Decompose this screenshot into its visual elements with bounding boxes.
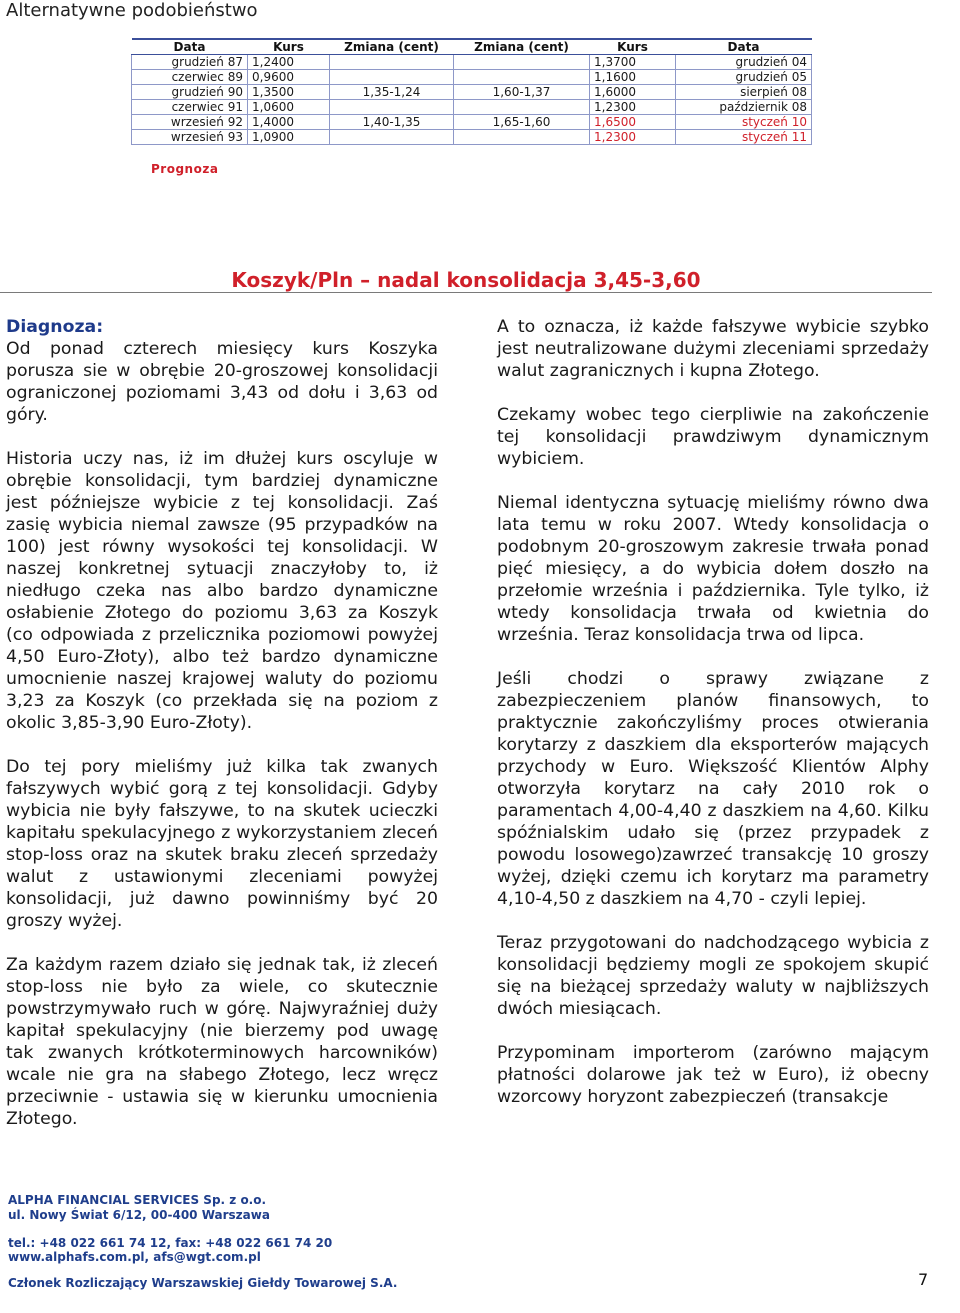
cell-rate-right-forecast: 1,6500 (590, 115, 676, 130)
paragraph (6, 316, 438, 426)
forecast-label: Prognoza (151, 162, 219, 176)
cell-rate-left: 0,9600 (248, 70, 330, 85)
cell-change-right: 1,65-1,60 (454, 115, 590, 130)
paragraph-text: Od ponad czterech miesięcy kurs Koszyka porusza sie w obrębie 20-groszowej konsolidacji ograniczonej poziomami 3,43 od dołu i 3,63 od góry. (6, 339, 438, 425)
cell-rate-left: 1,4000 (248, 115, 330, 130)
paragraph: Przypominam importerom (zarówno mającym płatności dolarowe jak też w Euro), iż obecny wzorcowy horyzont zabezpieczeń (transakcje (497, 1043, 929, 1107)
cell-rate-right: 1,1600 (590, 70, 676, 85)
cell-change-left: 1,35-1,24 (330, 85, 454, 100)
cell-rate-left: 1,2400 (248, 55, 330, 70)
cell-change-right (454, 100, 590, 115)
cell-date-right: październik 08 (676, 100, 812, 115)
cell-change-left (330, 55, 454, 70)
paragraph: Za każdym razem działo się jednak tak, iż zleceń stop-loss nie było za wiele, co skutecznie powstrzymywało ruch w górę. Najwyraźniej duży kapitał spekulacyjny (nie bierzemy pod uwagę tak zwanych krótkoterminowych harcowników) wcale nie gra na słabego Złotego, lecz wręcz przeciwnie - ustawia się w kierunku umocnienia Złotego. (6, 955, 438, 1129)
paragraph: Do tej pory mieliśmy już kilka tak zwanych fałszywych wybić gorą z tej konsolidacji. Gdyby wybicia nie były fałszywe, to na skutek ucieczki kapitału spekulacyjnego z wykorzystaniem zleceń stop-loss oraz na skutek braku zleceń sprzedaży walut z ustawionymi zleceniami powyżej konsolidacji, już dawno powinniśmy być 20 groszy wyżej. (6, 757, 438, 931)
cell-rate-right: 1,3700 (590, 55, 676, 70)
cell-date-right-forecast: styczeń 11 (676, 130, 812, 145)
cell-change-left: 1,40-1,35 (330, 115, 454, 130)
header-change-left: Zmiana (cent) (330, 39, 454, 55)
cell-date-left: wrzesień 92 (132, 115, 248, 130)
footer-company: ALPHA FINANCIAL SERVICES Sp. z o.o. (8, 1193, 267, 1207)
footer-phone: tel.: +48 022 661 74 12, fax: +48 022 661 74 20 (8, 1236, 333, 1250)
cell-date-left: grudzień 90 (132, 85, 248, 100)
cell-date-right: sierpień 08 (676, 85, 812, 100)
cell-change-right: 1,60-1,37 (454, 85, 590, 100)
table-header-row (132, 39, 812, 55)
cell-date-right: grudzień 05 (676, 70, 812, 85)
table-row (132, 100, 812, 115)
paragraph: Czekamy wobec tego cierpliwie na zakończenie tej konsolidacji prawdziwym dynamicznym wybiciem. (497, 405, 929, 469)
cell-rate-left: 1,0600 (248, 100, 330, 115)
header-change-right: Zmiana (cent) (454, 39, 590, 55)
cell-rate-left: 1,3500 (248, 85, 330, 100)
cell-date-left: czerwiec 89 (132, 70, 248, 85)
paragraph: A to oznacza, iż każde fałszywe wybicie szybko jest neutralizowane dużymi zleceniami sprzedaży walut zagranicznych i kupna Złotego. (497, 317, 929, 381)
cell-date-left: czerwiec 91 (132, 100, 248, 115)
cell-date-left: wrzesień 93 (132, 130, 248, 145)
footer-membership: Członek Rozliczający Warszawskiej Giełdy Towarowej S.A. (8, 1276, 398, 1290)
paragraph: Jeśli chodzi o sprawy związane z zabezpieczeniem planów finansowych, to praktycznie zakończyliśmy proces otwierania korytarzy z daszkiem dla eksporterów mających przychody w Euro. Większość Klientów Alphy otworzyła korytarz na cały 2010 rok o paramentach 4,00-4,40 z daszkiem na 4,60. Kilku spóźnialskim udało się (przez przypadek z powodu losowego)zawrzeć transakcję 10 groszy wyżej, dzięki czemu ich korytarz ma parametry 4,10-4,50 z daszkiem na 4,70 - czyli lepiej. (497, 669, 929, 909)
footer-web: www.alphafs.com.pl, afs@wgt.com.pl (8, 1250, 261, 1264)
cell-date-left: grudzień 87 (132, 55, 248, 70)
header-rate-left: Kurs (248, 39, 330, 55)
cell-change-left (330, 130, 454, 145)
section-divider (0, 292, 932, 293)
cell-change-right (454, 55, 590, 70)
cell-rate-right-forecast: 1,2300 (590, 130, 676, 145)
cell-change-left (330, 100, 454, 115)
section-title: Koszyk/Pln – nadal konsolidacja 3,45-3,60 (231, 268, 701, 292)
cell-rate-right: 1,6000 (590, 85, 676, 100)
cell-change-right (454, 70, 590, 85)
cell-change-left (330, 70, 454, 85)
cell-change-right (454, 130, 590, 145)
cell-date-right: grudzień 04 (676, 55, 812, 70)
paragraph: Niemal identyczna sytuację mieliśmy równo dwa lata temu w roku 2007. Wtedy konsolidacja o podobnym 20-groszowym zakresie trwała ponad pięć miesięcy, a do wybicia dołem doszło na przełomie września i października. Tyle tylko, iż wtedy konsolidacja trwała od kwietnia do września. Teraz konsolidacja trwa od lipca. (497, 493, 929, 645)
history-table (131, 38, 812, 145)
header-date-left: Data (132, 39, 248, 55)
paragraph: Historia uczy nas, iż im dłużej kurs oscyluje w obrębie konsolidacji, tym bardziej dynamiczne jest późniejsze wybicie z tej konsolidacji. Zaś zasię wybicia niemal zawsze (95 przypadków na 100) jest równy wysokości tej konsolidacji. W naszej konkretnej sytuacji znaczyłoby to, iż niedługo czeka nas albo bardzo dynamiczne osłabienie Złotego do poziomu 3,63 za Koszyk (co odpowiada z przelicznika poziomowi powyżej 4,50 Euro-Złoty), albo też bardzo dynamiczne umocnienie naszej krajowej waluty do poziomu 3,23 za Koszyk (co przekłada się na poziom z okolic 3,85-3,90 Euro-Złoty). (6, 449, 438, 733)
header-date-right: Data (676, 39, 812, 55)
right-column (497, 316, 929, 1130)
footer-address: ul. Nowy Świat 6/12, 00-400 Warszawa (8, 1208, 270, 1222)
top-title: Alternatywne podobieństwo (6, 0, 258, 21)
diagnosis-heading: Diagnoza: (6, 317, 104, 337)
header-rate-right: Kurs (590, 39, 676, 55)
page-number: 7 (918, 1270, 929, 1289)
left-column (6, 316, 438, 1152)
table-row (132, 130, 812, 145)
table-row (132, 115, 812, 130)
cell-rate-left: 1,0900 (248, 130, 330, 145)
cell-date-right-forecast: styczeń 10 (676, 115, 812, 130)
table-row (132, 85, 812, 100)
paragraph: Teraz przygotowani do nadchodzącego wybicia z konsolidacji będziemy mogli ze spokojem skupić się na bieżącej sprzedaży waluty w najbliższych dwóch miesiącach. (497, 933, 929, 1019)
cell-rate-right: 1,2300 (590, 100, 676, 115)
table-row (132, 70, 812, 85)
table-row (132, 55, 812, 70)
